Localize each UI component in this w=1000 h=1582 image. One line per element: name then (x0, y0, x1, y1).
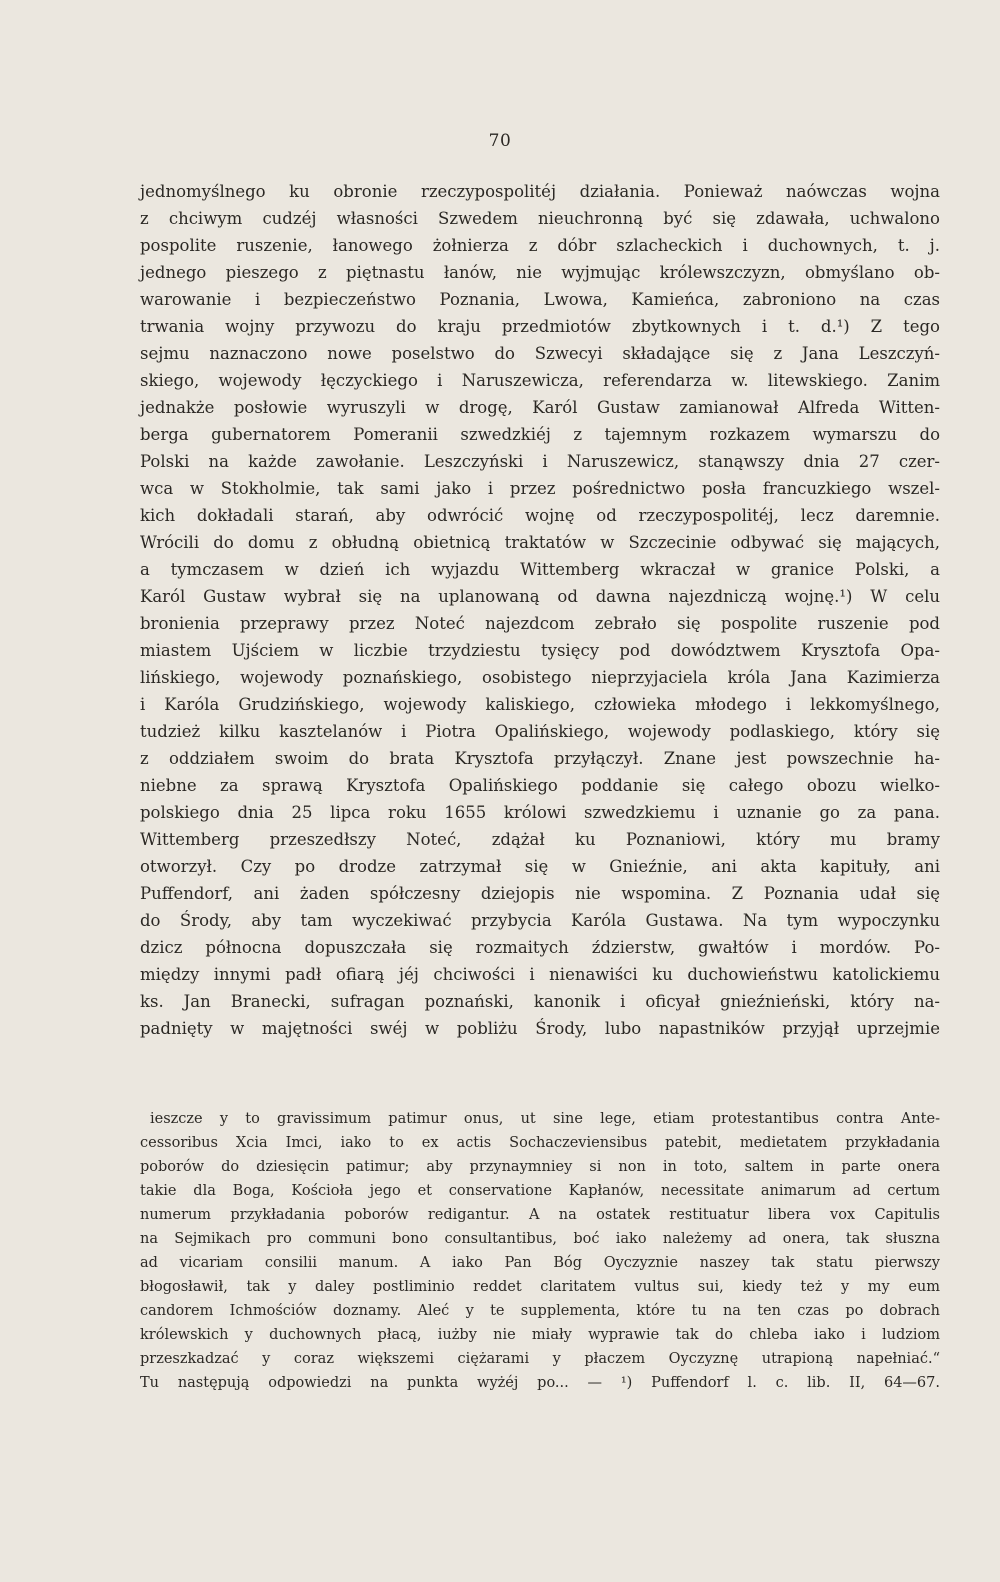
text-line: trwania wojny przywozu do kraju przedmiotów zbytkownych i t. d.¹) Z tego (140, 317, 940, 336)
text-line: bronienia przeprawy przez Noteć najezdcom zebrało się pospolite ruszenie pod (140, 614, 940, 633)
text-line: a tymczasem w dzień ich wyjazdu Wittemberg wkraczał w granice Polski, a (140, 560, 940, 579)
text-line: między innymi padł ofiarą jéj chciwości i nienawiści ku duchowieństwu katolickiemu (140, 965, 940, 984)
footnote-line: poborów do dziesięcin patimur; aby przynaymniey si non in toto, saltem in parte onera (140, 1159, 940, 1175)
text-line: z chciwym cudzéj własności Szwedem nieuchronną być się zdawała, uchwalono (140, 209, 940, 228)
text-line: miastem Ujściem w liczbie trzydziestu tysięcy pod dowództwem Krysztofa Opa- (140, 641, 940, 660)
text-line: jednego pieszego z piętnastu łanów, nie wyjmując królewszczyzn, obmyślano ob- (140, 263, 940, 282)
text-line: do Środy, aby tam wyczekiwać przybycia Karóla Gustawa. Na tym wypoczynku (140, 911, 940, 930)
text-line: berga gubernatorem Pomeranii szwedzkiéj z tajemnym rozkazem wymarszu do (140, 425, 940, 444)
text-line: skiego, wojewody łęczyckiego i Naruszewicza, referendarza w. litewskiego. Zanim (140, 371, 940, 390)
footnote-line: cessoribus Xcia Imci, iako to ex actis Sochaczeviensibus patebit, medietatem przykładania (140, 1135, 940, 1151)
text-line: padnięty w majętności swéj w pobliżu Środy, lubo napastników przyjął uprzejmie (140, 1019, 940, 1038)
text-line: Polski na każde zawołanie. Leszczyński i Naruszewicz, stanąwszy dnia 27 czer- (140, 452, 940, 471)
text-line: jednomyślnego ku obronie rzeczypospolitéj działania. Ponieważ naówczas wojna (140, 182, 940, 201)
text-line: otworzył. Czy po drodze zatrzymał się w Gnieźnie, ani akta kapituły, ani (140, 857, 940, 876)
footnote-block (140, 1107, 940, 1395)
text-line: i Karóla Grudzińskiego, wojewody kaliskiego, człowieka młodego i lekkomyślnego, (140, 695, 940, 714)
text-line: Puffendorf, ani żaden spółczesny dziejopis nie wspomina. Z Poznania udał się (140, 884, 940, 903)
footnote-line: Tu następują odpowiedzi na punkta wyżéj po... — ¹) Puffendorf l. c. lib. II, 64—67. (140, 1375, 940, 1391)
page-number: 70 (488, 131, 512, 151)
text-line: Karól Gustaw wybrał się na uplanowaną od dawna najezdniczą wojnę.¹) W celu (140, 587, 940, 606)
text-line: jednakże posłowie wyruszyli w drogę, Karól Gustaw zamianował Alfreda Witten- (140, 398, 940, 417)
text-line: polskiego dnia 25 lipca roku 1655 królowi szwedzkiemu i uznanie go za pana. (140, 803, 940, 822)
text-line: wca w Stokholmie, tak sami jako i przez pośrednictwo posła francuzkiego wszel- (140, 479, 940, 498)
text-line: Wittemberg przeszedłszy Noteć, zdążał ku Poznaniowi, który mu bramy (140, 830, 940, 849)
footnote-line: królewskich y duchownych płacą, iużby nie miały wyprawie tak do chleba iako i ludziom (140, 1327, 940, 1343)
text-line: sejmu naznaczono nowe poselstwo do Szwecyi składające się z Jana Leszczyń- (140, 344, 940, 363)
text-line: tudzież kilku kasztelanów i Piotra Opalińskiego, wojewody podlaskiego, który się (140, 722, 940, 741)
footnote-line: ieszcze y to gravissimum patimur onus, ut sine lege, etiam protestantibus contra Ante- (150, 1111, 940, 1127)
text-line: lińskiego, wojewody poznańskiego, osobistego nieprzyjaciela króla Jana Kazimierza (140, 668, 940, 687)
footnote-line: na Sejmikach pro communi bono consultantibus, boć iako należemy ad onera, tak słuszna (140, 1231, 940, 1247)
footnote-line: takie dla Boga, Kościoła jego et conservatione Kapłanów, necessitate animarum ad certum (140, 1183, 940, 1199)
text-line: pospolite ruszenie, łanowego żołnierza z dóbr szlacheckich i duchownych, t. j. (140, 236, 940, 255)
text-line: ks. Jan Branecki, sufragan poznański, kanonik i oficyał gnieźnieński, który na- (140, 992, 940, 1011)
footnote-line: candorem Ichmościów doznamy. Aleć y te supplementa, które tu na ten czas po dobrach (140, 1303, 940, 1319)
text-line: Wrócili do domu z obłudną obietnicą traktatów w Szczecinie odbywać się mających, (140, 533, 940, 552)
main-text-block (140, 178, 940, 1042)
footnote-line: numerum przykładania poborów redigantur. A na ostatek restituatur libera vox Capitulis (140, 1207, 940, 1223)
text-line: niebne za sprawą Krysztofa Opalińskiego poddanie się całego obozu wielko- (140, 776, 940, 795)
text-line: kich dokładali starań, aby odwrócić wojnę od rzeczypospolitéj, lecz daremnie. (140, 506, 940, 525)
footnote-line: ad vicariam consilii manum. A iako Pan Bóg Oyczyznie naszey tak statu pierwszy (140, 1255, 940, 1271)
text-line: z oddziałem swoim do brata Krysztofa przyłączył. Znane jest powszechnie ha- (140, 749, 940, 768)
text-line: dzicz północna dopuszczała się rozmaitych ździerstw, gwałtów i mordów. Po- (140, 938, 940, 957)
text-line: warowanie i bezpieczeństwo Poznania, Lwowa, Kamieńca, zabroniono na czas (140, 290, 940, 309)
footnote-line: przeszkadzać y coraz większemi ciężarami y płaczem Oyczyznę utrapioną napełniać.“ (140, 1351, 940, 1367)
footnote-line: błogosławił, tak y daley postliminio reddet claritatem vultus sui, kiedy też y my eum (140, 1279, 940, 1295)
